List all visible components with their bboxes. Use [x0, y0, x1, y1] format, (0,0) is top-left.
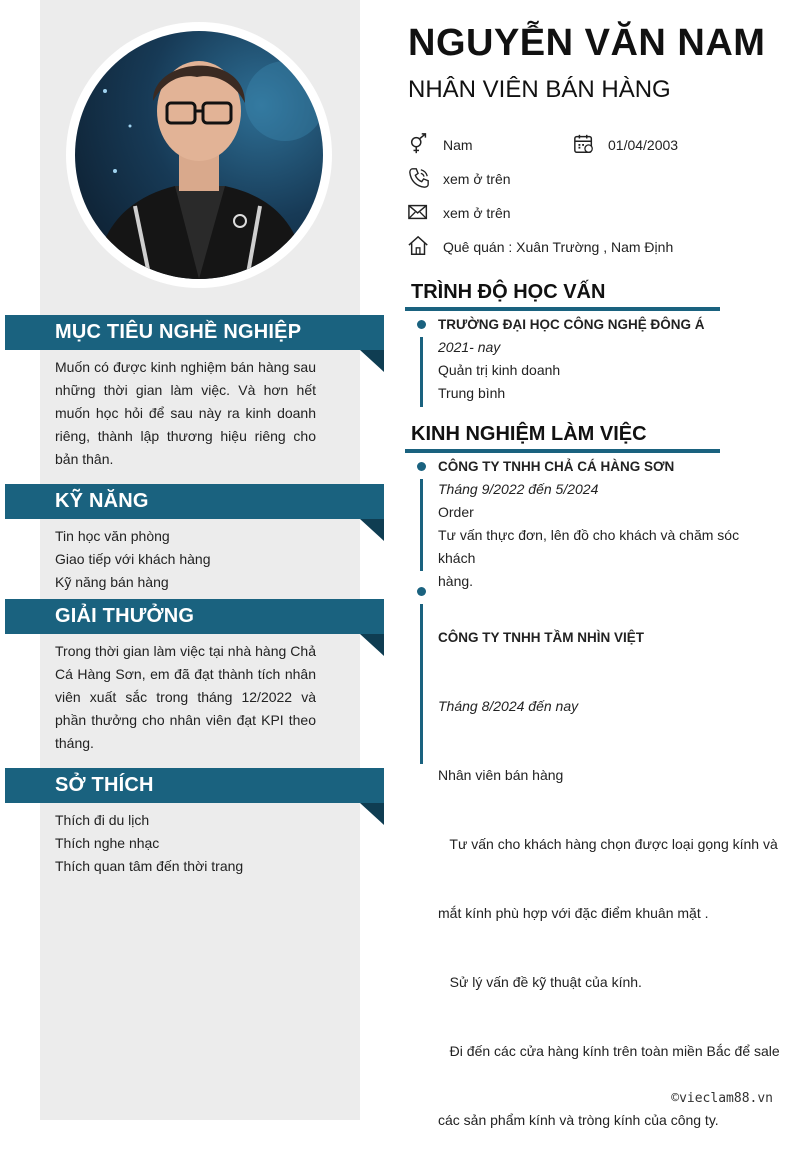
ribbon-fold — [360, 519, 384, 541]
candidate-name: NGUYỄN VĂN NAM — [408, 22, 766, 64]
hobbies-list — [55, 809, 316, 878]
hobbies-heading — [5, 768, 384, 803]
skill-item: Tin học văn phòng — [55, 528, 170, 544]
timeline-line — [420, 479, 423, 571]
job-role: Nhân viên bán hàng — [438, 767, 564, 783]
education-entry — [438, 313, 778, 405]
job-entry — [438, 455, 778, 593]
birthdate-value: 01/04/2003 — [608, 137, 679, 153]
objective-text: Muốn có được kinh nghiệm bán hàng sau những thời gian làm việc. Và hơn hết muốn học hỏi để sau này ra kinh doanh riêng, thành lập thương hiệu riêng cho bản thân. — [55, 359, 316, 467]
job-description-line: các sản phẩm kính và tròng kính của công ty. — [438, 1112, 719, 1128]
job-description-line: mắt kính phù hợp với đặc điểm khuân mặt . — [438, 905, 709, 921]
job-description-line: Tư vấn thực đơn, lên đồ cho khách và chăm sóc khách — [438, 527, 740, 566]
phone-icon — [408, 167, 430, 189]
timeline-line — [420, 604, 423, 764]
school-name: TRƯỜNG ĐẠI HỌC CÔNG NGHỆ ĐÔNG Á — [438, 317, 705, 332]
awards-title: GIẢI THƯỞNG — [55, 605, 195, 627]
timeline-line — [420, 337, 423, 407]
awards-heading — [5, 599, 384, 634]
experience-rule — [405, 449, 720, 453]
home-icon — [408, 235, 430, 257]
timeline-dot — [417, 462, 426, 471]
ribbon-fold — [360, 803, 384, 825]
hobby-item: Thích đi du lịch — [55, 812, 150, 828]
watermark: ©vieclam88.vn — [671, 1091, 773, 1106]
skills-list — [55, 525, 316, 594]
job-description-line: hàng. — [438, 573, 474, 589]
avatar — [75, 31, 323, 279]
portrait-illustration — [75, 31, 323, 279]
awards-text: Trong thời gian làm việc tại nhà hàng Chả Cá Hàng Sơn, em đã đạt thành tích nhân viên xuất sắc trong tháng 12/2022 và phần thưởng cho nhân viên đạt KPI theo tháng. — [55, 643, 316, 751]
gender-value: Nam — [443, 137, 473, 153]
education-period: 2021- nay — [438, 339, 501, 355]
hobbies-title: SỞ THÍCH — [55, 774, 154, 796]
objective-title: MỤC TIÊU NGHỀ NGHIỆP — [55, 321, 302, 343]
skills-title: KỸ NĂNG — [55, 490, 149, 512]
job-period: Tháng 9/2022 đến 5/2024 — [438, 481, 599, 497]
education-major: Quản trị kinh doanh — [438, 362, 561, 378]
timeline-dot — [417, 320, 426, 329]
job-description-line: Tư vấn cho khách hàng chọn được loại gọng kính và — [438, 836, 778, 852]
job-title: NHÂN VIÊN BÁN HÀNG — [408, 76, 671, 103]
skill-item: Giao tiếp với khách hàng — [55, 551, 211, 567]
timeline-dot — [417, 587, 426, 596]
objective-heading — [5, 315, 384, 350]
job-description-line: Đi đến các cửa hàng kính trên toàn miền Bắc để sale — [438, 1043, 780, 1059]
company-name: CÔNG TY TNHH CHẢ CÁ HÀNG SƠN — [438, 459, 675, 474]
mail-icon — [408, 201, 430, 223]
skills-heading — [5, 484, 384, 519]
job-entry — [438, 580, 778, 1155]
experience-title: KINH NGHIỆM LÀM VIỆC — [411, 423, 647, 445]
skill-item: Kỹ năng bán hàng — [55, 574, 169, 590]
education-grade: Trung bình — [438, 385, 506, 401]
job-period: Tháng 8/2024 đến nay — [438, 698, 579, 714]
job-role: Order — [438, 504, 474, 520]
education-title: TRÌNH ĐỘ HỌC VẤN — [411, 281, 606, 303]
gender-icon — [408, 133, 430, 155]
hobby-item: Thích nghe nhạc — [55, 835, 160, 851]
hometown-value: Quê quán : Xuân Trường , Nam Định — [443, 239, 674, 255]
phone-value: xem ở trên — [443, 171, 511, 187]
education-rule — [405, 307, 720, 311]
ribbon-fold — [360, 634, 384, 656]
job-description-line: Sử lý vấn đề kỹ thuật của kính. — [438, 974, 642, 990]
email-value: xem ở trên — [443, 205, 511, 221]
ribbon-fold — [360, 350, 384, 372]
company-name: CÔNG TY TNHH TẦM NHÌN VIỆT — [438, 630, 645, 645]
hobby-item: Thích quan tâm đến thời trang — [55, 858, 244, 874]
calendar-icon — [573, 133, 595, 155]
